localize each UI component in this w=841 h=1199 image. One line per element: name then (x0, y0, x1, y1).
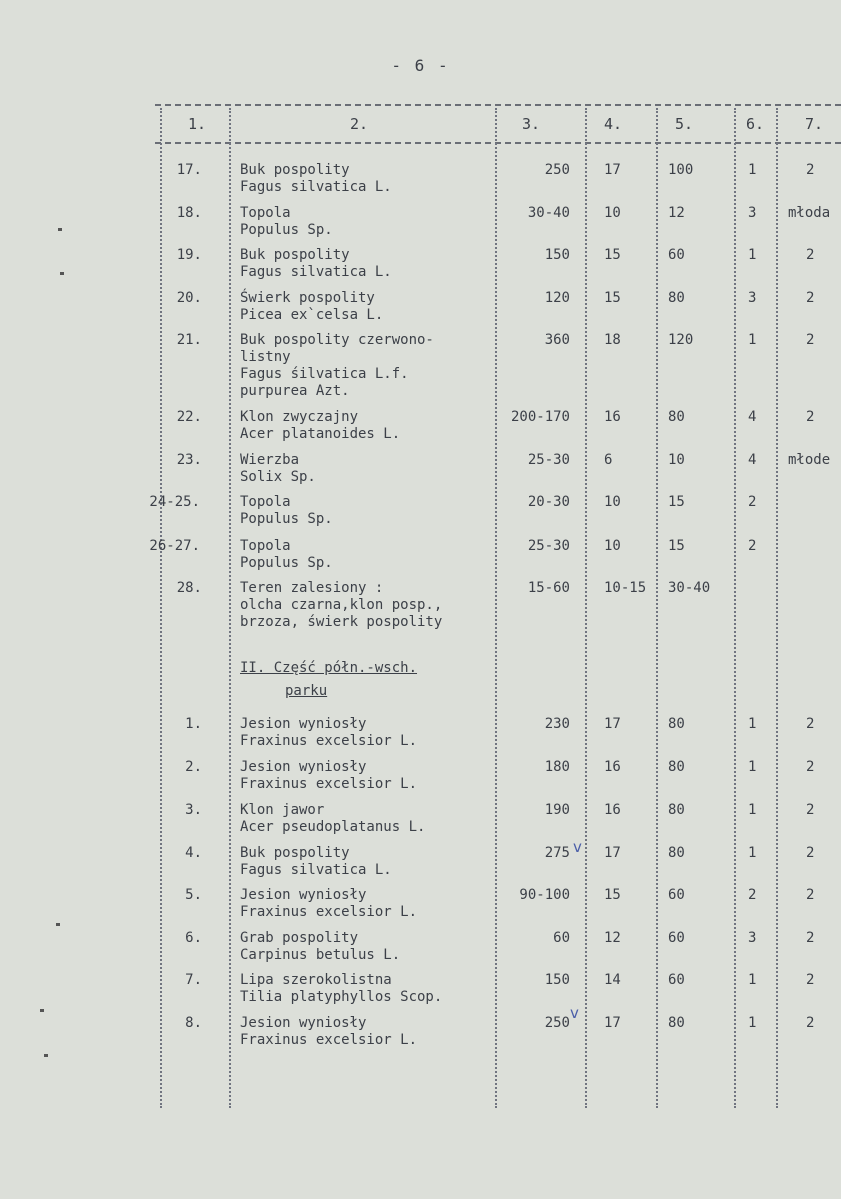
row-number: 7. (185, 972, 202, 988)
value-col-7: młode (788, 452, 831, 468)
species-name: Buk pospolity czerwono- (240, 332, 434, 348)
value-col-4: 15 (604, 247, 621, 263)
species-name: Klon jawor (240, 802, 325, 818)
column-separator (585, 108, 587, 1108)
value-col-5: 80 (668, 759, 685, 775)
value-col-4: 10-15 (604, 580, 647, 596)
species-name: Grab pospolity (240, 930, 359, 946)
value-col-6: 1 (748, 162, 757, 178)
value-col-4: 15 (604, 887, 621, 903)
row-number: 26-27. (149, 538, 200, 554)
handwritten-tick: v (570, 1004, 579, 1022)
column-header-4: 4. (604, 115, 623, 133)
value-col-7: 2 (806, 716, 815, 732)
species-name: Fagus silvatica L. (240, 264, 392, 280)
value-col-4: 16 (604, 802, 621, 818)
value-col-5: 80 (668, 845, 685, 861)
value-col-3: 180 (544, 759, 570, 775)
column-header-1: 1. (188, 115, 207, 133)
value-col-5: 15 (668, 538, 685, 554)
value-col-3: 275 (544, 845, 570, 861)
value-col-4: 10 (604, 538, 621, 554)
row-number: 18. (176, 205, 202, 221)
species-name: Populus Sp. (240, 511, 333, 527)
value-col-4: 16 (604, 759, 621, 775)
value-col-5: 80 (668, 290, 685, 306)
value-col-5: 80 (668, 409, 685, 425)
species-name: Fraxinus excelsior L. (240, 904, 418, 920)
value-col-3: 360 (544, 332, 570, 348)
value-col-7: 2 (806, 162, 815, 178)
row-number: 5. (185, 887, 202, 903)
margin-mark (60, 272, 64, 275)
value-col-6: 1 (748, 845, 757, 861)
row-number: 6. (185, 930, 202, 946)
row-number: 21. (176, 332, 202, 348)
value-col-6: 2 (748, 887, 757, 903)
species-name: purpurea Azt. (240, 383, 350, 399)
species-name: Buk pospolity (240, 247, 350, 263)
column-header-5: 5. (675, 115, 694, 133)
value-col-3: 20-30 (527, 494, 570, 510)
species-name: Topola (240, 494, 291, 510)
value-col-6: 3 (748, 205, 757, 221)
row-number: 1. (185, 716, 202, 732)
value-col-5: 60 (668, 930, 685, 946)
species-name: Acer platanoides L. (240, 426, 401, 442)
species-name: Fagus śilvatica L.f. (240, 366, 409, 382)
value-col-4: 10 (604, 494, 621, 510)
value-col-4: 16 (604, 409, 621, 425)
value-col-4: 6 (604, 452, 613, 468)
section-title-line: II. Część półn.-wsch. (240, 660, 418, 676)
value-col-3: 25-30 (527, 452, 570, 468)
species-name: Jesion wyniosły (240, 716, 367, 732)
species-name: Lipa szerokolistna (240, 972, 392, 988)
column-header-7: 7. (805, 115, 824, 133)
species-name: Carpinus betulus L. (240, 947, 401, 963)
margin-mark (40, 1009, 44, 1012)
value-col-6: 1 (748, 759, 757, 775)
value-col-5: 80 (668, 716, 685, 732)
species-name: Jesion wyniosły (240, 887, 367, 903)
value-col-4: 12 (604, 930, 621, 946)
species-name: Buk pospolity (240, 845, 350, 861)
species-name: Topola (240, 538, 291, 554)
value-col-5: 12 (668, 205, 685, 221)
column-header-6: 6. (746, 115, 765, 133)
column-separator (229, 108, 231, 1108)
margin-mark (58, 228, 62, 231)
column-separator (776, 108, 778, 1108)
value-col-7: 2 (806, 1015, 815, 1031)
row-number: 22. (176, 409, 202, 425)
species-name: Teren zalesiony : (240, 580, 384, 596)
value-col-3: 30-40 (527, 205, 570, 221)
value-col-6: 1 (748, 972, 757, 988)
value-col-3: 230 (544, 716, 570, 732)
value-col-5: 30-40 (668, 580, 711, 596)
row-number: 24-25. (149, 494, 200, 510)
row-number: 3. (185, 802, 202, 818)
row-number: 8. (185, 1015, 202, 1031)
value-col-4: 15 (604, 290, 621, 306)
species-name: olcha czarna,klon posp., (240, 597, 443, 613)
species-name: Picea ex`celsa L. (240, 307, 384, 323)
species-name: Tilia platyphyllos Scop. (240, 989, 443, 1005)
value-col-3: 150 (544, 247, 570, 263)
margin-mark (56, 923, 60, 926)
species-name: Acer pseudoplatanus L. (240, 819, 426, 835)
value-col-7: 2 (806, 930, 815, 946)
page-number: - 6 - (391, 56, 450, 75)
value-col-6: 3 (748, 930, 757, 946)
value-col-5: 60 (668, 972, 685, 988)
value-col-7: 2 (806, 290, 815, 306)
column-separator (656, 108, 658, 1108)
value-col-5: 60 (668, 247, 685, 263)
value-col-7: 2 (806, 972, 815, 988)
handwritten-tick: v (573, 838, 582, 856)
value-col-6: 3 (748, 290, 757, 306)
value-col-6: 4 (748, 409, 757, 425)
value-col-3: 90-100 (519, 887, 570, 903)
header-rule-bottom (155, 142, 841, 148)
value-col-3: 190 (544, 802, 570, 818)
value-col-3: 250 (544, 1015, 570, 1031)
species-name: listny (240, 349, 291, 365)
value-col-3: 15-60 (527, 580, 570, 596)
value-col-4: 10 (604, 205, 621, 221)
species-name: Świerk pospolity (240, 290, 375, 306)
value-col-3: 25-30 (527, 538, 570, 554)
species-name: brzoza, świerk pospolity (240, 614, 443, 630)
margin-mark (44, 1054, 48, 1057)
species-name: Solix Sp. (240, 469, 316, 485)
value-col-4: 17 (604, 162, 621, 178)
value-col-6: 1 (748, 716, 757, 732)
value-col-7: 2 (806, 332, 815, 348)
row-number: 20. (176, 290, 202, 306)
value-col-7: 2 (806, 887, 815, 903)
row-number: 17. (176, 162, 202, 178)
value-col-6: 4 (748, 452, 757, 468)
species-name: Klon zwyczajny (240, 409, 359, 425)
species-name: Fraxinus excelsior L. (240, 1032, 418, 1048)
row-number: 19. (176, 247, 202, 263)
value-col-6: 1 (748, 802, 757, 818)
species-name: Fagus silvatica L. (240, 179, 392, 195)
value-col-3: 120 (544, 290, 570, 306)
value-col-5: 60 (668, 887, 685, 903)
value-col-5: 80 (668, 802, 685, 818)
value-col-5: 100 (668, 162, 694, 178)
value-col-3: 200-170 (510, 409, 570, 425)
value-col-7: 2 (806, 845, 815, 861)
value-col-6: 1 (748, 1015, 757, 1031)
value-col-3: 250 (544, 162, 570, 178)
value-col-4: 17 (604, 716, 621, 732)
value-col-6: 2 (748, 494, 757, 510)
value-col-7: 2 (806, 247, 815, 263)
value-col-4: 18 (604, 332, 621, 348)
section-title-line: parku (285, 683, 328, 699)
value-col-7: 2 (806, 802, 815, 818)
row-number: 28. (176, 580, 202, 596)
species-name: Jesion wyniosły (240, 759, 367, 775)
value-col-5: 120 (668, 332, 694, 348)
value-col-6: 2 (748, 538, 757, 554)
species-name: Populus Sp. (240, 555, 333, 571)
column-separator (734, 108, 736, 1108)
value-col-3: 60 (553, 930, 570, 946)
species-name: Fraxinus excelsior L. (240, 776, 418, 792)
value-col-5: 10 (668, 452, 685, 468)
species-name: Topola (240, 205, 291, 221)
species-name: Fagus silvatica L. (240, 862, 392, 878)
value-col-4: 14 (604, 972, 621, 988)
column-header-2: 2. (350, 115, 369, 133)
species-name: Fraxinus excelsior L. (240, 733, 418, 749)
value-col-5: 80 (668, 1015, 685, 1031)
species-name: Populus Sp. (240, 222, 333, 238)
species-name: Jesion wyniosły (240, 1015, 367, 1031)
header-rule-top (155, 104, 841, 110)
value-col-6: 1 (748, 247, 757, 263)
row-number: 23. (176, 452, 202, 468)
value-col-5: 15 (668, 494, 685, 510)
value-col-3: 150 (544, 972, 570, 988)
value-col-7: młoda (788, 205, 831, 221)
value-col-6: 1 (748, 332, 757, 348)
row-number: 2. (185, 759, 202, 775)
column-header-3: 3. (522, 115, 541, 133)
species-name: Wierzba (240, 452, 300, 468)
value-col-7: 2 (806, 759, 815, 775)
value-col-7: 2 (806, 409, 815, 425)
value-col-4: 17 (604, 845, 621, 861)
row-number: 4. (185, 845, 202, 861)
value-col-4: 17 (604, 1015, 621, 1031)
species-name: Buk pospolity (240, 162, 350, 178)
